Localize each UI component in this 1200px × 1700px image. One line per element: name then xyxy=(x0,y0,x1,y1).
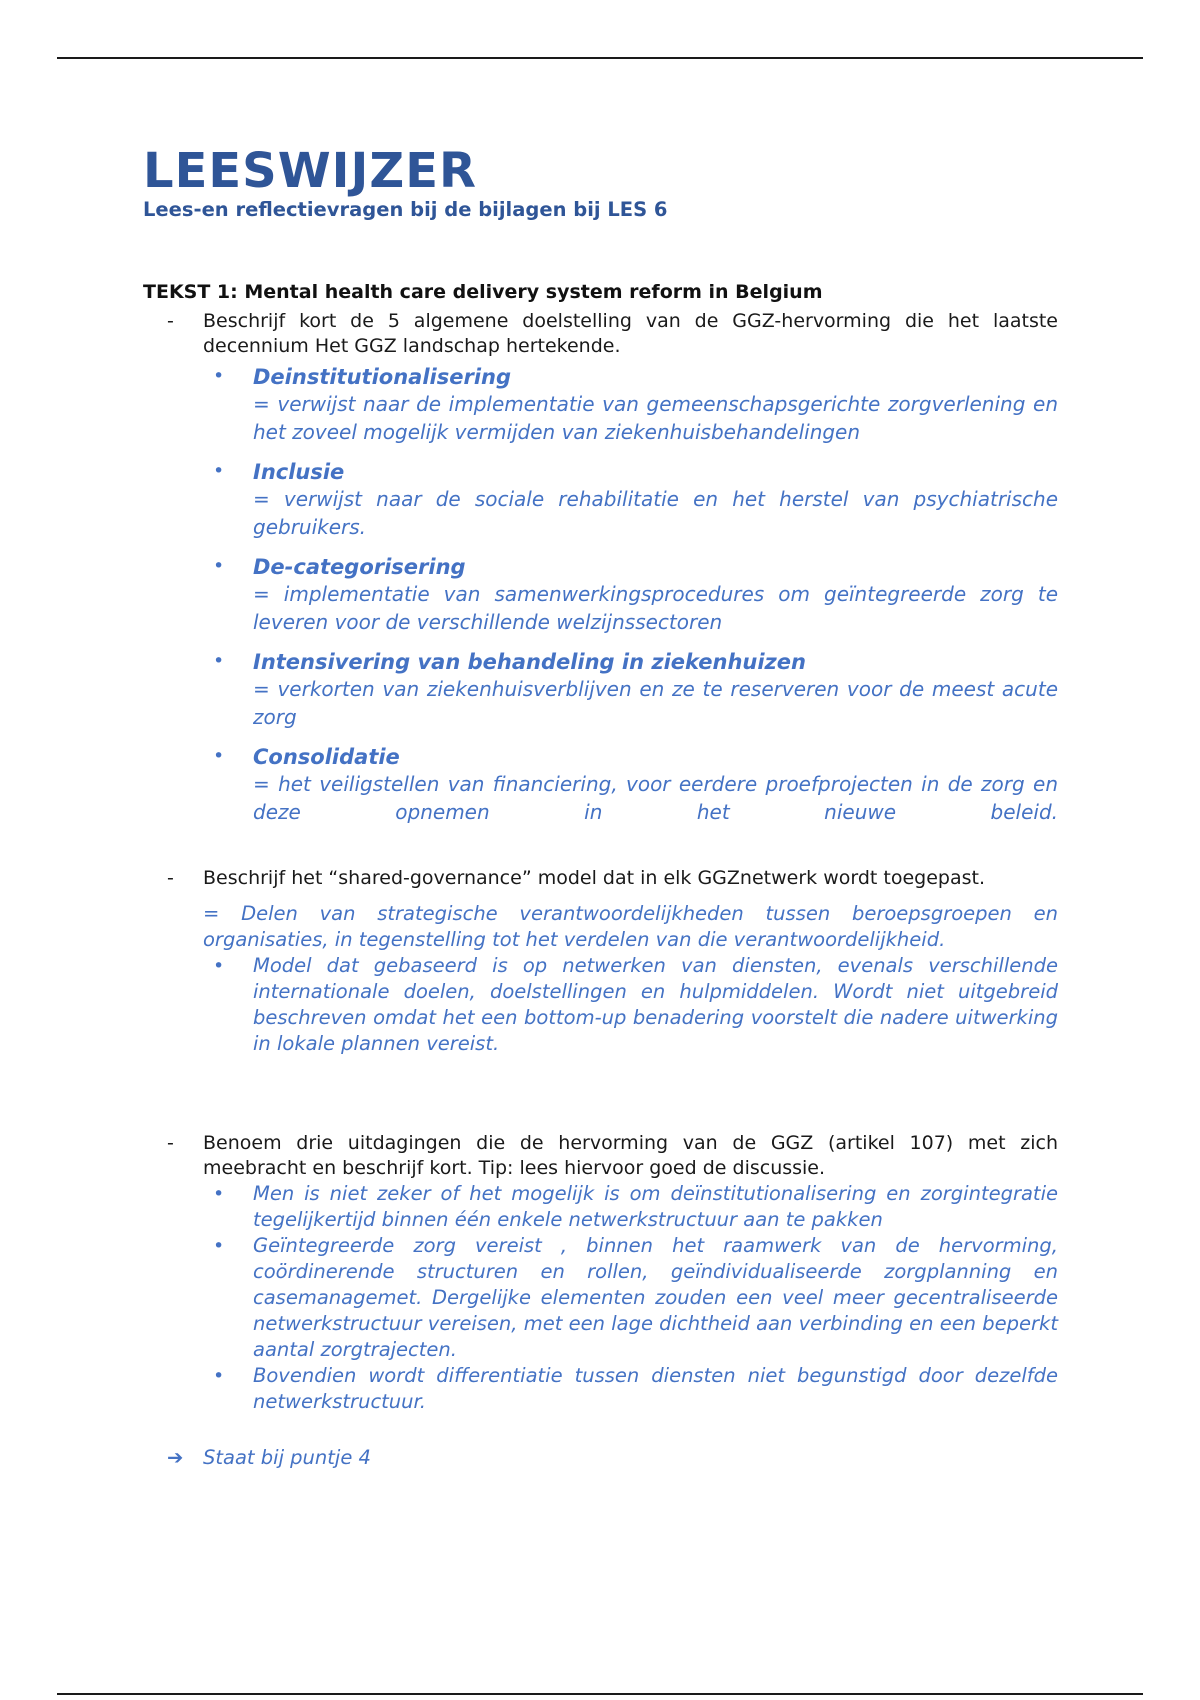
bullet-icon: • xyxy=(213,745,225,767)
arrow-right-icon: ➔ xyxy=(167,1446,184,1469)
question-marker: - xyxy=(167,1132,174,1154)
goal-item xyxy=(203,363,1058,446)
bullet-icon: • xyxy=(213,460,225,482)
question-text: Beschrijf kort de 5 algemene doelstelling van de GGZ-hervorming die het laatste decennium Het GGZ landschap hertekende. xyxy=(203,310,1058,357)
answer-list xyxy=(203,1181,1058,1415)
goal-description: = implementatie van samenwerkingsprocedures om geïntegreerde zorg te leveren voor de verschillende welzijnssectoren xyxy=(253,582,1058,634)
list-item-text: Men is niet zeker of het mogelijk is om deïnstitutionalisering en zorgintegratie tegelijkertijd binnen één enkele netwerkstructuur aan te pakken xyxy=(253,1182,1058,1231)
bullet-icon: • xyxy=(213,1235,225,1257)
goal-title: Intensivering van behandeling in ziekenhuizen xyxy=(253,650,806,674)
list-item-text: Geïntegreerde zorg vereist , binnen het raamwerk van de hervorming, coördinerende structuren en rollen, geïndividualiseerde zorgplanning en casemanagemet. Dergelijke elementen zouden een veel meer gecentraliseerde netwerkstructuur vereisen, met een lage dichtheid aan verbinding en een beperkt aantal zorgtrajecten. xyxy=(253,1234,1058,1361)
top-rule xyxy=(57,57,1143,59)
answer-list xyxy=(203,953,1058,1057)
list-item-text: Bovendien wordt differentiatie tussen diensten niet begunstigd door dezelfde netwerkstructuur. xyxy=(253,1364,1058,1413)
question-3 xyxy=(143,1131,1058,1415)
bullet-icon: • xyxy=(213,365,225,387)
question-2 xyxy=(143,866,1058,1057)
question-text: Benoem drie uitdagingen die de hervorming van de GGZ (artikel 107) met zich meebracht en beschrijf kort. Tip: lees hiervoor goed de discussie. xyxy=(203,1132,1058,1179)
list-item xyxy=(203,1181,1058,1233)
page-subtitle: Lees-en reflectievragen bij de bijlagen bij LES 6 xyxy=(143,198,668,221)
bullet-icon: • xyxy=(213,650,225,672)
list-item xyxy=(203,1233,1058,1363)
goal-title: Deinstitutionalisering xyxy=(253,365,512,389)
list-item xyxy=(203,1363,1058,1415)
goal-title: Inclusie xyxy=(253,460,345,484)
goal-item xyxy=(203,743,1058,826)
pointer-text: Staat bij puntje 4 xyxy=(203,1446,371,1469)
goal-list xyxy=(203,363,1058,826)
document-body xyxy=(143,145,1058,1471)
goal-item xyxy=(203,648,1058,731)
goal-description: = verkorten van ziekenhuisverblijven en ze te reserveren voor de meest acute zorg xyxy=(253,677,1058,729)
bullet-icon: • xyxy=(213,1365,225,1387)
bullet-icon: • xyxy=(213,555,225,577)
list-item-text: Model dat gebaseerd is op netwerken van diensten, evenals verschillende internationale doelen, doelstellingen en hulpmiddelen. Wordt niet uitgebreid beschreven omdat het een bottom-up benadering voorstelt die nadere uitwerking in lokale plannen vereist. xyxy=(253,954,1058,1055)
bullet-icon: • xyxy=(213,1183,225,1205)
goal-title: Consolidatie xyxy=(253,745,400,769)
bottom-rule xyxy=(57,1693,1143,1695)
goal-item xyxy=(203,553,1058,636)
section-heading: TEKST 1: Mental health care delivery system reform in Belgium xyxy=(143,281,823,303)
pointer-note xyxy=(143,1445,1058,1471)
page-title: LEESWIJZER xyxy=(143,143,477,199)
goal-title: De-categorisering xyxy=(253,555,466,579)
goal-description: = verwijst naar de implementatie van gemeenschapsgerichte zorgverlening en het zoveel mogelijk vermijden van ziekenhuisbehandelingen xyxy=(253,392,1058,444)
question-marker: - xyxy=(167,310,174,332)
answer-text: = Delen van strategische verantwoordelijkheden tussen beroepsgroepen en organisaties, in tegenstelling tot het verdelen van die verantwoordelijkheid. xyxy=(203,902,1058,951)
goal-description: = het veiligstellen van financiering, voor eerdere proefprojecten in de zorg en deze opnemen in het nieuwe beleid. xyxy=(253,772,1058,824)
list-item xyxy=(203,953,1058,1057)
goal-item xyxy=(203,458,1058,541)
question-text: Beschrijf het “shared-governance” model dat in elk GGZnetwerk wordt toegepast. xyxy=(203,867,985,889)
goal-description: = verwijst naar de sociale rehabilitatie en het herstel van psychiatrische gebruikers. xyxy=(253,487,1058,539)
question-marker: - xyxy=(167,867,174,889)
bullet-icon: • xyxy=(213,955,225,977)
question-1 xyxy=(143,309,1058,838)
